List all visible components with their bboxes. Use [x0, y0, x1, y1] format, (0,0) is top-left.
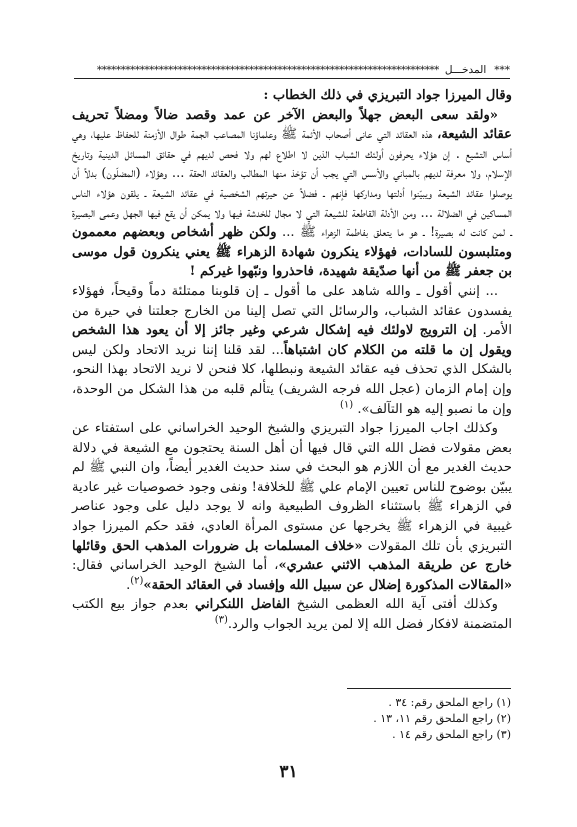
- intro-text: وقال الميرزا جواد التبريزي في ذلك الخطاب :: [263, 88, 512, 103]
- intro-line: [72, 86, 512, 106]
- footnote-ref-2: (٢): [130, 575, 144, 587]
- fatwa-ruling: بعدم جواز بيع الكتب المتضمنة لافكار فضل الله إلا لمن يريد الجواب والرد.: [72, 597, 512, 633]
- footnote-separator: [347, 688, 511, 689]
- footnote-3: (٣) راجع الملحق رقم ١٤ .: [392, 728, 511, 741]
- quote-bold-warning: ولكن ظهر أشخاص وبعضهم معممون ومتلبسون للسادات، فهؤلاء ينكرون شهادة الزهراء ﷺ يعني ينكرون قول موسى بن جعفر ﷺ من أنها صدّيقة شهيدة، فاحذروا ونبّهوا غيركم !: [72, 225, 512, 280]
- fatwa-paragraph: [72, 595, 512, 634]
- quote-opening: «ولقد سعى البعض جهلاً والبعض الآخر عن عمد وقصد ضالاً ومضلاً تحريف عقائد الشيعة،: [72, 107, 512, 143]
- fatwa-scholar: الفاضل اللنكراني: [195, 597, 291, 613]
- quote-continued: ... إنني أقول ـ والله شاهد على ما أقول ـ إن قلوبنا ممتلئة دماً وقيحاً، فهؤلاء يفسدون عقائد الشباب، والرسائل التي تصل إلينا من الخارج جعلتنا في حيرة من الأمر.: [72, 283, 513, 339]
- quote-paragraph: [72, 106, 512, 282]
- quote-paragraph-2: [72, 282, 512, 419]
- footnote-2: (٢) راجع الملحق رقم ١١، ١٣ .: [373, 712, 511, 725]
- page-number: ٣١: [279, 762, 298, 782]
- footnote-1: (١) راجع الملحق رقم: ٣٤ .: [388, 696, 511, 709]
- header-stars-short: ***: [494, 64, 510, 76]
- running-header: [74, 62, 510, 79]
- header-title: المدخـــل: [444, 64, 487, 76]
- quote-closing: ... لقد قلنا إننا نريد الاتحاد ولكن ليس بالشكل الذي تحذف فيه عقائد الشيعة ونبطلها، كلا فنحن لا نريد الاتحاد بهذا النحو، وإن إمام الزمان (عجل الله فرجه الشريف) يتألم قلبه من هذا الشكل من الوحدة، وإن ما نصبو إليه هو التآلف».: [72, 342, 512, 417]
- body-text: [72, 86, 512, 635]
- tabrizi-verdict: «خلاف المسلمات بل ضرورات المذهب الحق وقائلها خارج عن طريقة المذهب الاثني عشري»: [72, 538, 512, 574]
- khorasani-verdict: «المقالات المذكورة إضلال عن سبيل الله وإفساد في العقائد الحقة»: [143, 577, 512, 593]
- answer-paragraph: وكذلك اجاب الميرزا جواد التبريزي والشيخ الوحيد الخراساني على استفتاء عن بعض مقولات فضل الله التي قال فيها أن أهل السنة يحتجون مع الشيعة في دلالة حديث الغدير مع أن اللازم هو البحث في سند حديث الغدير أيضاً، وان النبي ﷺ لم يبيّن بوضوح للناس تعيين الإمام علي ﷺ للخلافة! ونفى وجود خصوصيات غير عادية في الزهراء ﷺ باستثناء الظروف الطبيعية وانه لا يوجد دليل على وجود عناصر غيبية في الزهراء ﷺ يخرجها عن مستوى المرأة العادي، فقد حكم الميرزا جواد التبريزي بأن تلك المقولات «خلاف المسلمات بل ضرورات المذهب الحق وقائلها خارج عن طريقة المذهب الاثني عشري»، أما الشيخ الوحيد الخراساني فقال: «المقالات المذكورة إضلال عن سبيل الله وإفساد في العقائد الحقة»$^{(٢)}$.: [72, 421, 512, 593]
- footnote-ref-3: (٣): [214, 614, 228, 626]
- khorasani-intro: ، أما الشيخ الوحيد الخراساني فقال:: [72, 558, 279, 574]
- footnote-ref-1: (١): [339, 399, 354, 411]
- answer-text: وكذلك اجاب الميرزا جواد التبريزي والشيخ الوحيد الخراساني على استفتاء عن بعض مقولات فضل الله التي قال فيها أن أهل السنة يحتجون مع الشيعة في دلالة حديث الغدير مع أن اللازم هو البحث في سند حديث الغدير أيضاً، وان النبي ﷺ لم يبيّن بوضوح للناس تعيين الإمام علي ﷺ للخلافة! ونفى وجود خصوصيات غير عادية في الزهراء ﷺ باستثناء الظروف الطبيعية وانه لا يوجد دليل على وجود عناصر غيبية في الزهراء ﷺ يخرجها عن مستوى المرأة العادي، فقد حكم الميرزا جواد التبريزي بأن تلك المقولات: [72, 421, 512, 554]
- quote-body: هذه العقائد التي عانى أصحاب الأئمة ﷺ وعلماؤنا المصاعب الجمة طوال الأزمنة للحفاظ عليها، وهي أساس التشيع . إن هؤلاء يحرفون أولئك الشباب الذين لا اطلاع لهم ولا فحص لديهم في حقائق المسائل الدينية وتاريخ الإسلام، ولا معرفة لديهم بالمباني والأسس التي يجب أن تؤخذ منها المطالب والعقائد الحقة ... وهؤلاء (المضلّون) بدلاً أن يوصلوا عقائد الشيعة ويبيّنوا أدلتها ومداركها فإنهم ـ فضلاً عن حيرتهم الشخصية في عقائد الشيعة ـ يلقون هؤلاء الناس المساكين في الضلالة ... ومن الأدلة القاطعة للشيعة التي لا مجال للخدشة فيها ولا يمكن أن يقع فيها الجهل وعمى البصيرة ـ لمن كانت له بصيرة! ـ هو ما يتعلق بفاطمة الزهراء ﷺ ...: [72, 127, 512, 241]
- fatwa-text: وكذلك أفتى آية الله العظمى الشيخ: [290, 597, 498, 613]
- quote-bold-ruling: إن الترويج لاولئك فيه إشكال شرعي وغير جائز إلا أن يعود هذا الشخص ويقول إن ما قلته من الكلام كان اشتباهاً: [72, 323, 513, 358]
- header-stars-long: ************************************************************************: [96, 64, 439, 76]
